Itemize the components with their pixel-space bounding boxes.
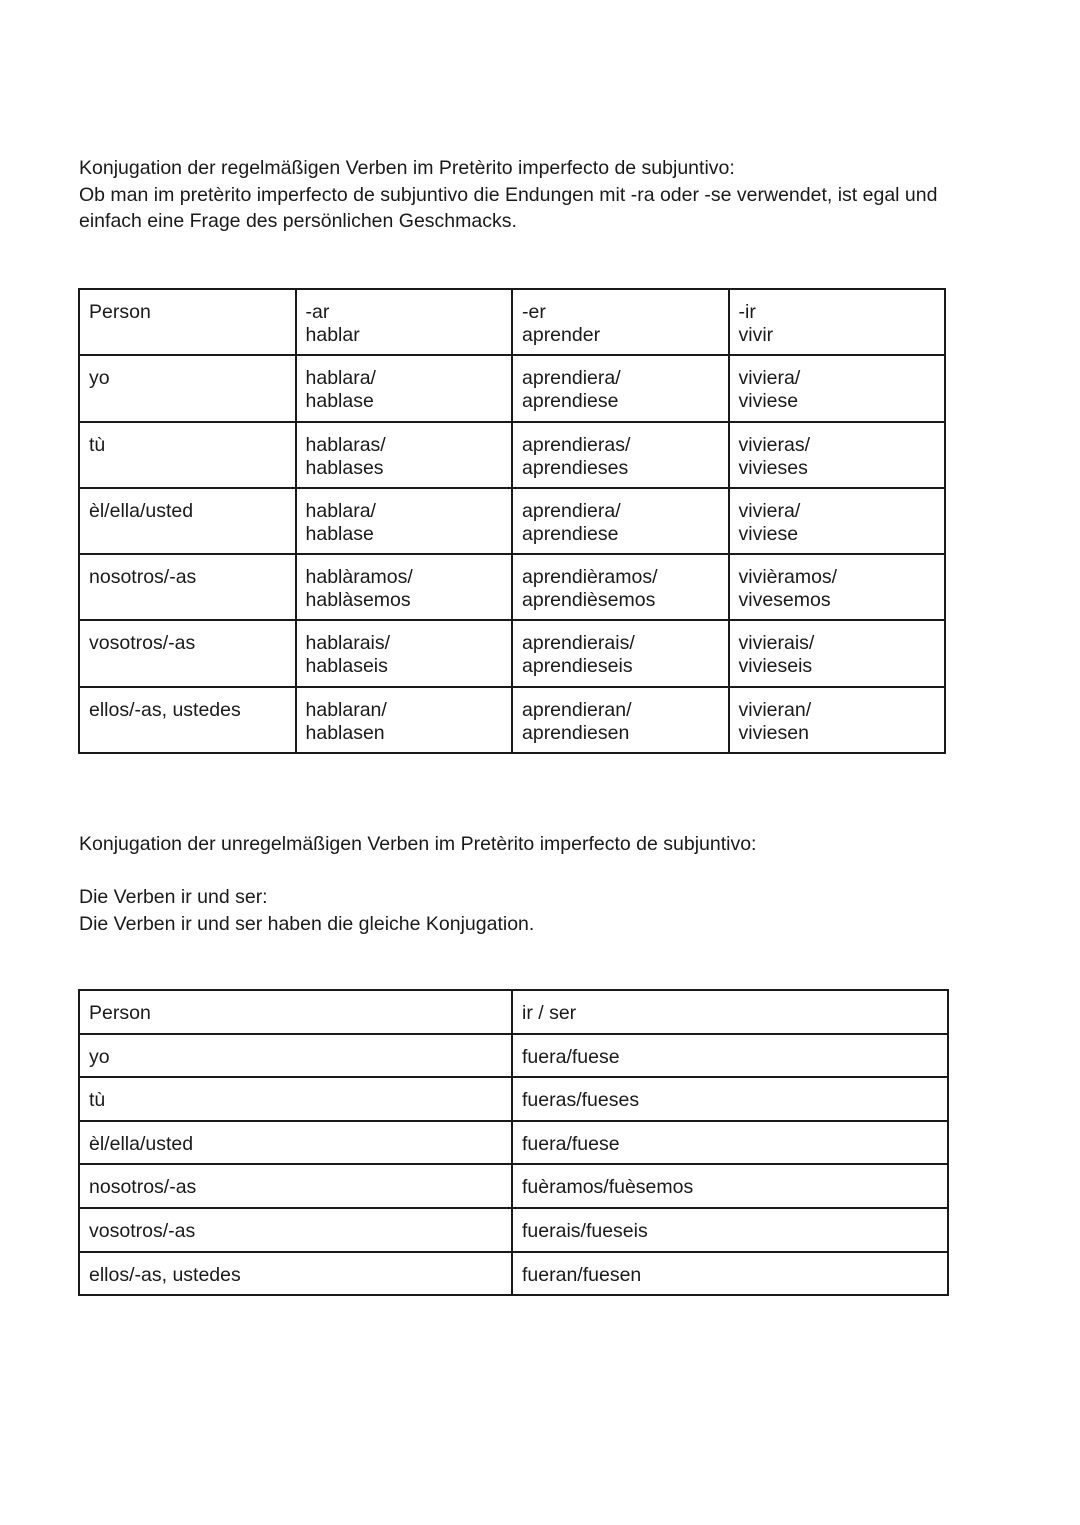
header-cell-ar: -ar hablar xyxy=(296,289,513,355)
ir-form-cell: viviera/ viviese xyxy=(729,355,946,421)
ir-ser-conjugation-table xyxy=(78,989,949,1296)
table-row xyxy=(79,422,945,488)
ir-form-cell: vivièramos/ vivesemos xyxy=(729,554,946,620)
table-row xyxy=(79,1164,948,1208)
ir-form-cell: viviera/ viviese xyxy=(729,488,946,554)
ir-form-cell: vivieras/ vivieses xyxy=(729,422,946,488)
person-cell: yo xyxy=(79,1034,512,1078)
regular-intro xyxy=(79,155,979,235)
table-row xyxy=(79,488,945,554)
header-cell-person: Person xyxy=(79,289,296,355)
person-cell: yo xyxy=(79,355,296,421)
irregular-note: Die Verben ir und ser haben die gleiche Konjugation. xyxy=(79,912,535,935)
irregular-intro xyxy=(79,884,534,937)
ar-form-cell: hablaras/ hablases xyxy=(296,422,513,488)
header-cell-person: Person xyxy=(79,990,512,1034)
regular-section-note: Ob man im pretèrito imperfecto de subjuntivo die Endungen mit -ra oder -se verwendet, ist egal und einfach eine Frage des persönlichen Geschmacks. xyxy=(79,183,938,232)
table-row xyxy=(79,554,945,620)
person-cell: tù xyxy=(79,1077,512,1121)
table-header-row xyxy=(79,990,948,1034)
er-form-cell: aprendièramos/ aprendièsemos xyxy=(512,554,729,620)
ir-ser-form-cell: fueras/fueses xyxy=(512,1077,948,1121)
person-cell: èl/ella/usted xyxy=(79,488,296,554)
header-cell-er: -er aprender xyxy=(512,289,729,355)
er-form-cell: aprendieran/ aprendiesen xyxy=(512,687,729,753)
ir-ser-form-cell: fuerais/fueseis xyxy=(512,1208,948,1252)
ar-form-cell: hablàramos/ hablàsemos xyxy=(296,554,513,620)
er-form-cell: aprendiera/ aprendiese xyxy=(512,355,729,421)
ir-ser-form-cell: fuera/fuese xyxy=(512,1121,948,1165)
header-cell-ir-ser: ir / ser xyxy=(512,990,948,1034)
person-cell: ellos/-as, ustedes xyxy=(79,687,296,753)
table-row xyxy=(79,687,945,753)
table-row xyxy=(79,1077,948,1121)
table-header-row xyxy=(79,289,945,355)
ir-ser-form-cell: fueran/fuesen xyxy=(512,1252,948,1296)
person-cell: nosotros/-as xyxy=(79,554,296,620)
ar-form-cell: hablaran/ hablasen xyxy=(296,687,513,753)
er-form-cell: aprendieras/ aprendieses xyxy=(512,422,729,488)
table-row xyxy=(79,1208,948,1252)
table-row xyxy=(79,355,945,421)
table-row xyxy=(79,1121,948,1165)
regular-conjugation-table xyxy=(78,288,946,754)
person-cell: tù xyxy=(79,422,296,488)
ir-form-cell: vivieran/ viviesen xyxy=(729,687,946,753)
ar-form-cell: hablara/ hablase xyxy=(296,355,513,421)
er-form-cell: aprendiera/ aprendiese xyxy=(512,488,729,554)
ir-ser-form-cell: fuera/fuese xyxy=(512,1034,948,1078)
person-cell: vosotros/-as xyxy=(79,620,296,686)
ar-form-cell: hablarais/ hablaseis xyxy=(296,620,513,686)
ir-form-cell: vivierais/ vivieseis xyxy=(729,620,946,686)
table-row xyxy=(79,1034,948,1078)
person-cell: nosotros/-as xyxy=(79,1164,512,1208)
table-row xyxy=(79,620,945,686)
irregular-section-title: Konjugation der unregelmäßigen Verben im Pretèrito imperfecto de subjuntivo: xyxy=(79,833,757,855)
er-form-cell: aprendierais/ aprendieseis xyxy=(512,620,729,686)
header-cell-ir: -ir vivir xyxy=(729,289,946,355)
person-cell: vosotros/-as xyxy=(79,1208,512,1252)
ir-ser-form-cell: fuèramos/fuèsemos xyxy=(512,1164,948,1208)
regular-section-title: Konjugation der regelmäßigen Verben im Pretèrito imperfecto de subjuntivo: xyxy=(79,157,735,179)
table-row xyxy=(79,1252,948,1296)
irregular-subtitle: Die Verben ir und ser: xyxy=(79,886,268,908)
person-cell: ellos/-as, ustedes xyxy=(79,1252,512,1296)
person-cell: èl/ella/usted xyxy=(79,1121,512,1165)
ar-form-cell: hablara/ hablase xyxy=(296,488,513,554)
